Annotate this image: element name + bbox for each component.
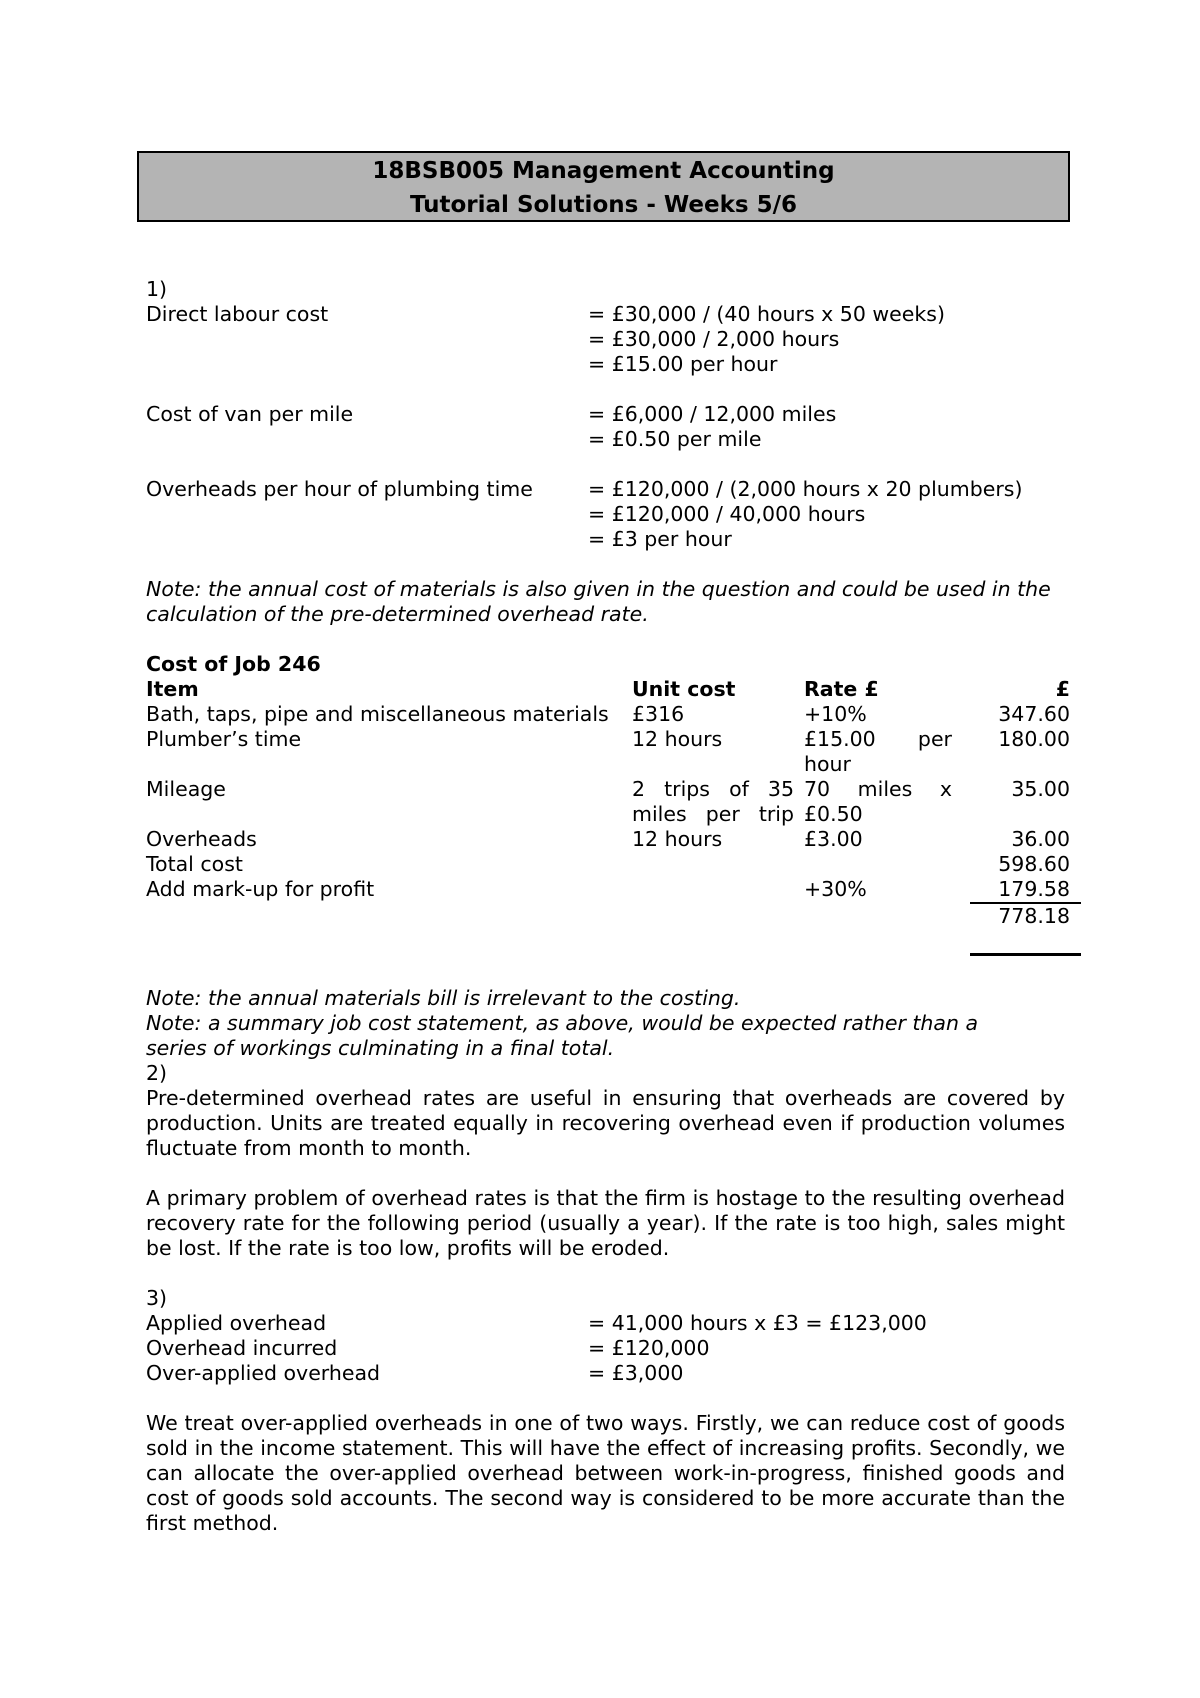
header-unit-cost: Unit cost [632, 677, 736, 701]
row-item: Total cost [146, 852, 243, 876]
row-unit-cost: 12 hours [632, 727, 723, 751]
row-rate: +30% [804, 877, 867, 901]
q3-value: = 41,000 hours x £3 = £123,000 [588, 1310, 927, 1335]
overhead-row [146, 477, 1066, 502]
row-item: Overheads [146, 827, 257, 851]
row-amount: 179.58 [998, 877, 1070, 901]
labour-label: Direct labour cost [146, 302, 329, 326]
q2-paragraph-2: A primary problem of overhead rates is that the firm is hostage to the resulting overhead recovery rate for the following period (usually a year). If the rate is too high, sales might be lost. If the rate is too low, profits will be eroded. [146, 1185, 1065, 1260]
row-unit-cost: 2 trips of 35 miles per trip [632, 777, 794, 826]
double-underline-row [146, 929, 1081, 954]
van-row-2 [146, 427, 1066, 452]
row-rate: +10% [804, 702, 867, 726]
labour-row [146, 302, 1066, 327]
question-2-number: 2) [146, 1060, 168, 1085]
header-item: Item [146, 677, 199, 701]
row-rate [804, 852, 970, 877]
overhead-calc-2: = £120,000 / 40,000 hours [588, 502, 866, 526]
overhead-calc-1: = £120,000 / (2,000 hours x 20 plumbers) [588, 477, 1023, 501]
row-item: Mileage [146, 777, 226, 801]
q3-label: Over-applied overhead [146, 1360, 381, 1385]
row-unit-cost [632, 852, 804, 877]
table-row [146, 852, 1081, 877]
row-rate: £15.00 per hour [804, 727, 952, 776]
q3-row [146, 1336, 1066, 1361]
question-3-number: 3) [146, 1285, 168, 1310]
row-amount: 347.60 [998, 702, 1070, 726]
table-row [146, 727, 1081, 777]
job-cost-table [146, 677, 1081, 956]
row-item: Bath, taps, pipe and miscellaneous materials [146, 702, 609, 726]
overhead-calc-3: = £3 per hour [588, 527, 732, 551]
q3-label: Overhead incurred [146, 1335, 338, 1360]
van-label: Cost of van per mile [146, 402, 354, 426]
double-underline [970, 929, 1081, 954]
document-body [146, 277, 1070, 1536]
row-unit-cost: 12 hours [632, 827, 723, 851]
row-rate: 70 miles x £0.50 [804, 777, 952, 826]
q3-value: = £120,000 [588, 1335, 710, 1360]
tutorial-title: Tutorial Solutions - Weeks 5/6 [409, 192, 798, 218]
van-calc-1: = £6,000 / 12,000 miles [588, 402, 837, 426]
van-row [146, 402, 1066, 427]
row-unit-cost [632, 877, 804, 903]
table-row [146, 827, 1081, 852]
note-materials-cost: Note: the annual cost of materials is also given in the question and could be used in the calculation of the pre-determined overhead rate. [146, 577, 1051, 626]
row-item: Add mark-up for profit [146, 877, 375, 901]
header-amount: £ [1055, 677, 1070, 701]
table-row [146, 877, 1081, 903]
labour-calc-2: = £30,000 / 2,000 hours [588, 327, 840, 351]
labour-calc-1: = £30,000 / (40 hours x 50 weeks) [588, 302, 945, 326]
q3-label: Applied overhead [146, 1310, 327, 1335]
row-item: Plumber’s time [146, 727, 302, 751]
note-summary-statement: Note: a summary job cost statement, as above, would be expected rather than a series of workings culminating in a final total. [146, 1010, 979, 1060]
course-title: 18BSB005 Management Accounting [372, 158, 835, 184]
header-rate: Rate £ [804, 677, 879, 701]
grand-total-row [146, 903, 1081, 929]
overhead-label: Overheads per hour of plumbing time [146, 477, 533, 501]
note-materials-irrelevant: Note: the annual materials bill is irrelevant to the costing. [146, 985, 741, 1010]
overhead-row-2 [146, 502, 1066, 527]
labour-row-3 [146, 352, 1066, 377]
row-amount: 35.00 [1011, 777, 1070, 801]
table-header-row [146, 677, 1081, 702]
overhead-row-3 [146, 527, 1066, 552]
document-title-box [137, 151, 1070, 222]
q3-row [146, 1311, 1066, 1336]
van-calc-2: = £0.50 per mile [588, 427, 762, 451]
grand-total: 778.18 [970, 903, 1081, 929]
row-amount: 598.60 [998, 852, 1070, 876]
labour-row-2 [146, 327, 1066, 352]
job-cost-title: Cost of Job 246 [146, 652, 321, 676]
labour-calc-3: = £15.00 per hour [588, 352, 778, 376]
row-amount: 36.00 [1011, 827, 1070, 851]
q3-paragraph: We treat over-applied overheads in one of two ways. Firstly, we can reduce cost of goods sold in the income statement. This will have the effect of increasing profits. Secondly, we can allocate the over-applied overhead between work-in-progress, finished goods and cost of goods sold accounts. The second way is considered to be more accurate than the first method. [146, 1410, 1065, 1535]
q2-paragraph-1: Pre-determined overhead rates are useful in ensuring that overheads are covered by production. Units are treated equally in recovering overhead even if production volumes fluctuate from month to month. [146, 1085, 1065, 1160]
table-row [146, 777, 1081, 827]
question-1-number: 1) [146, 277, 168, 301]
q3-value: = £3,000 [588, 1360, 684, 1385]
row-amount: 180.00 [998, 727, 1070, 751]
row-unit-cost: £316 [632, 702, 685, 726]
row-rate: £3.00 [804, 827, 863, 851]
q3-row [146, 1361, 1066, 1386]
table-row [146, 702, 1081, 727]
